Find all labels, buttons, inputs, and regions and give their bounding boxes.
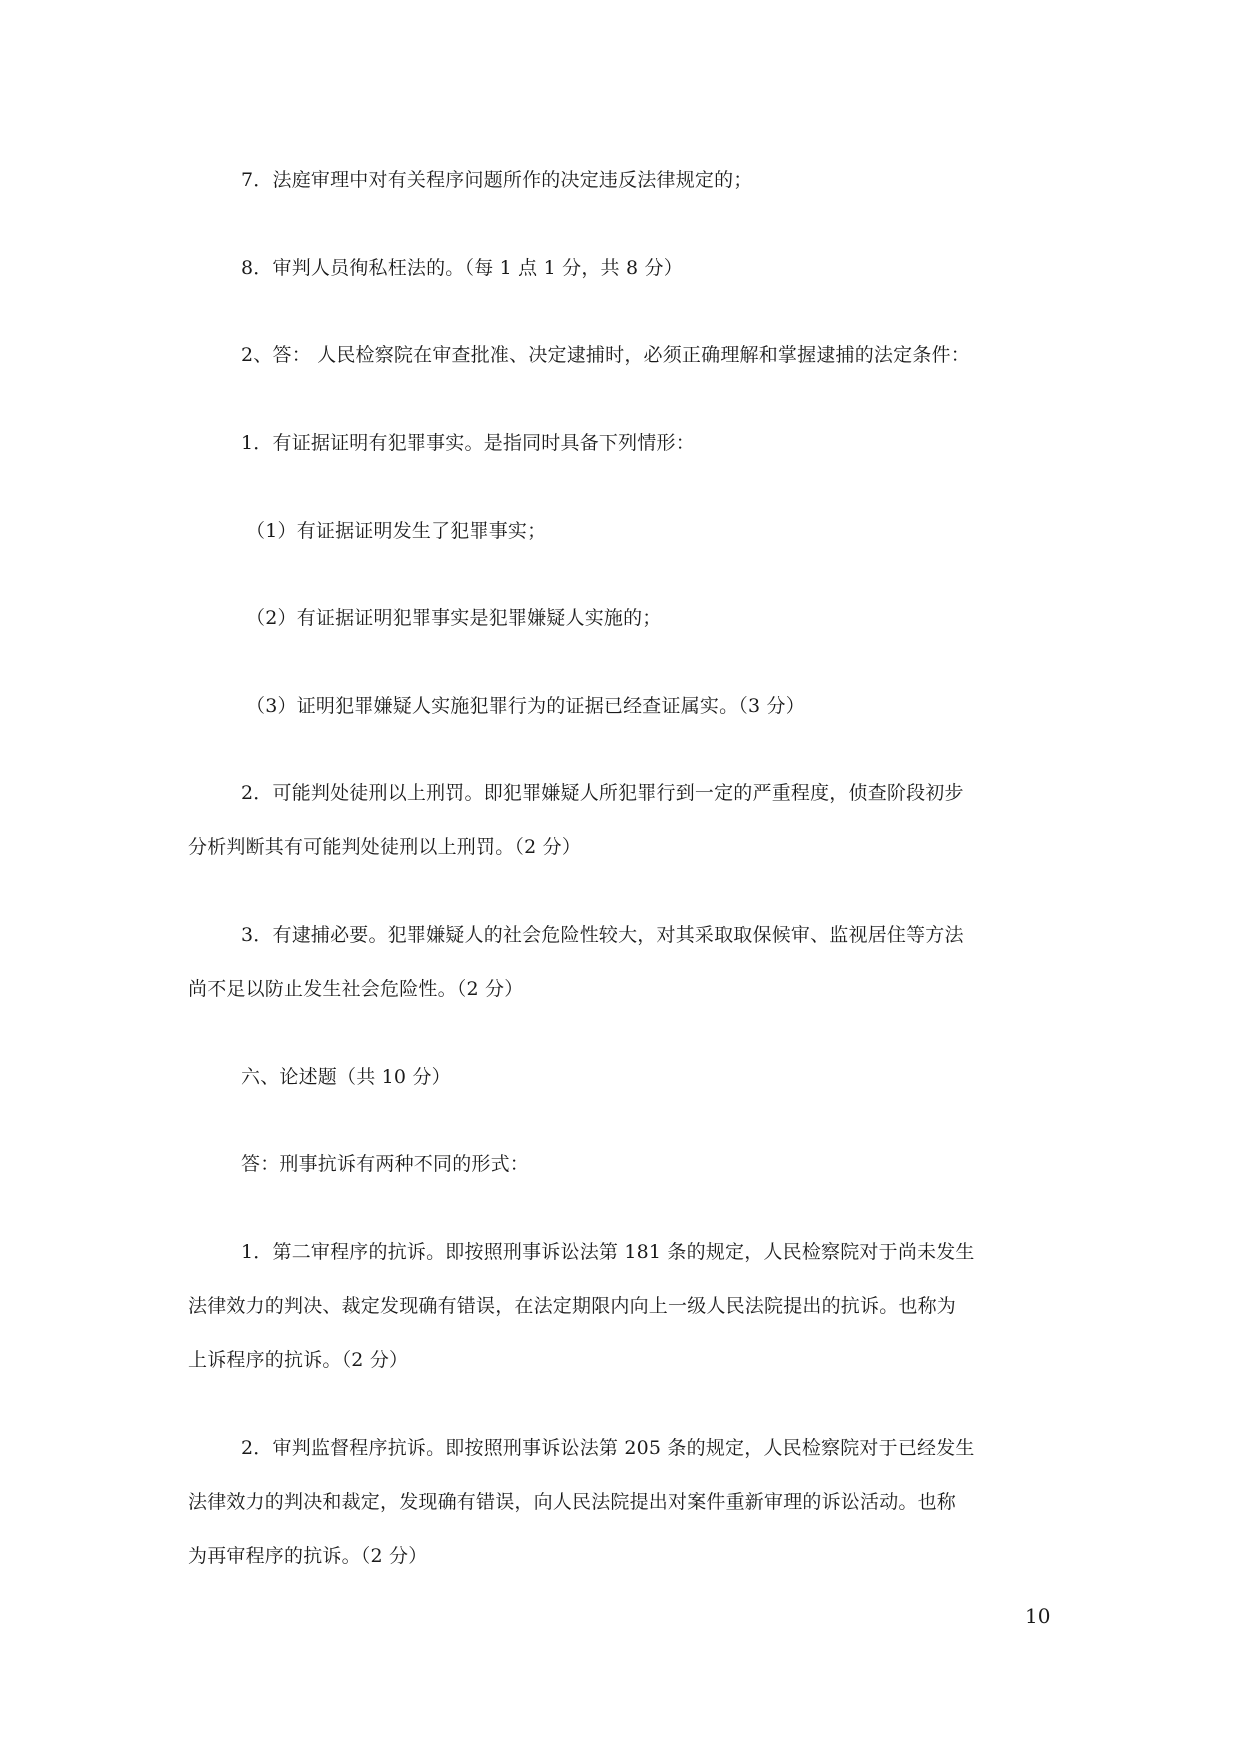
- text-line: 3．有逮捕必要。犯罪嫌疑人的社会危险性较大，对其采取取保候审、监视居住等方法: [241, 924, 964, 946]
- text-line: （3）证明犯罪嫌疑人实施犯罪行为的证据已经查证属实。（3 分）: [246, 695, 805, 717]
- text-line: 为再审程序的抗诉。（2 分）: [188, 1545, 428, 1567]
- text-line: 尚不足以防止发生社会危险性。（2 分）: [188, 978, 524, 1000]
- text-line: 7．法庭审理中对有关程序问题所作的决定违反法律规定的；: [241, 169, 753, 191]
- text-line: 1．第二审程序的抗诉。即按照刑事诉讼法第 181 条的规定，人民检察院对于尚未发生: [241, 1241, 975, 1263]
- text-line: 答：刑事抗诉有两种不同的形式：: [241, 1153, 530, 1175]
- text-line: 8．审判人员徇私枉法的。（每 1 点 1 分，共 8 分）: [241, 257, 683, 279]
- page-number: 10: [1025, 1604, 1051, 1628]
- text-line: 1．有证据证明有犯罪事实。是指同时具备下列情形：: [241, 432, 695, 454]
- text-line: 法律效力的判决和裁定，发现确有错误，向人民法院提出对案件重新审理的诉讼活动。也称: [188, 1491, 957, 1513]
- text-line: 2．审判监督程序抗诉。即按照刑事诉讼法第 205 条的规定，人民检察院对于已经发生: [241, 1437, 975, 1459]
- text-line: 法律效力的判决、裁定发现确有错误，在法定期限内向上一级人民法院提出的抗诉。也称为: [188, 1295, 957, 1317]
- text-line: 2．可能判处徒刑以上刑罚。即犯罪嫌疑人所犯罪行到一定的严重程度，侦查阶段初步: [241, 782, 964, 804]
- text-line: 上诉程序的抗诉。（2 分）: [188, 1349, 409, 1371]
- section-heading: 六、论述题（共 10 分）: [241, 1066, 451, 1088]
- text-line: （1）有证据证明发生了犯罪事实；: [246, 520, 547, 542]
- text-line: 分析判断其有可能判处徒刑以上刑罚。（2 分）: [188, 836, 582, 858]
- text-line: （2）有证据证明犯罪事实是犯罪嫌疑人实施的；: [246, 607, 662, 629]
- text-line: 2、答： 人民检察院在审查批准、决定逮捕时，必须正确理解和掌握逮捕的法定条件：: [241, 344, 970, 366]
